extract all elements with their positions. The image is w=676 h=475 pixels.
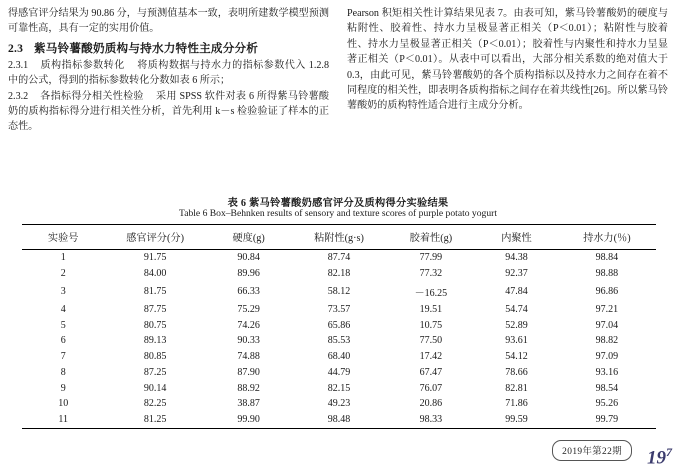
cell-r1c1: 84.00 <box>143 268 167 280</box>
cell-r10c2: 99.90 <box>237 414 260 426</box>
text-columns <box>8 6 668 135</box>
cell-r2c4: －16.25 <box>414 287 448 299</box>
left-column <box>8 6 329 135</box>
table-row <box>22 250 656 266</box>
table-6 <box>22 224 656 429</box>
col-header-0: 实验号 <box>47 233 79 244</box>
section-title: 紫马铃薯酸奶质构与持水力特性主成分分析 <box>34 41 259 55</box>
cell-r3c3: 73.57 <box>327 303 351 315</box>
cell-r0c2: 90.84 <box>237 252 260 264</box>
table-row <box>22 396 656 412</box>
cell-r7c4: 67.47 <box>419 366 443 378</box>
col-header-1: 感官评分(分) <box>126 233 184 244</box>
cell-r2c6: 96.86 <box>595 285 619 297</box>
cell-r8c1: 90.14 <box>143 382 167 394</box>
cell-r10c5: 99.59 <box>505 414 528 426</box>
cell-r3c1: 87.75 <box>143 303 167 315</box>
cell-r5c3: 85.53 <box>327 335 351 347</box>
cell-r4c5: 52.89 <box>505 319 528 331</box>
cell-r2c0: 3 <box>60 285 66 297</box>
cell-r3c6: 97.21 <box>595 303 619 315</box>
cell-r2c2: 66.33 <box>237 285 260 297</box>
cell-r5c6: 98.82 <box>595 335 619 347</box>
col-header-2: 硬度(g) <box>232 233 265 244</box>
right-paragraph: Pearson 积矩相关性计算结果见表 7。由表可知，紫马铃薯酸奶的硬度与粘附性、胶着性、持水力呈极显著正相关（P＜0.01）；粘附性与胶着性、持水力呈极显著正相关（P＜0.01）；胶着性与内聚性和持水力呈显著正相关（P＜0.01）。从表中可以看出，大部分相关系数的绝对值大于 0.3，由此可见，紫马铃薯酸奶的各个质构指标以及持水力之间存在着不同程度的相关性，即表明各质构指标之间存在着共线性[26]。所以紫马铃薯酸奶的质构特性适合进行主成分分析。 <box>347 8 668 112</box>
table-body <box>22 250 656 429</box>
cell-r7c6: 93.16 <box>595 366 619 378</box>
table-row <box>22 333 656 349</box>
cell-r5c2: 90.33 <box>237 335 260 347</box>
table-caption-chinese: 表 6 紫马铃薯酸奶感官评分及质构得分实验结果 <box>227 198 449 209</box>
cell-r5c1: 89.13 <box>143 335 167 347</box>
cell-r10c4: 98.33 <box>419 414 443 426</box>
cell-r4c6: 97.04 <box>595 319 619 331</box>
cell-r4c0: 5 <box>60 319 66 331</box>
table-6-container <box>22 224 656 429</box>
cell-r8c6: 98.54 <box>595 382 619 394</box>
cell-r9c6: 95.26 <box>595 398 619 410</box>
subsection-2-3-1-text: 将质构数据与持水力的指标参数代入 1.2.8 中的公式，得到的指标参数转化分数如表 6 所示； <box>8 59 329 87</box>
subsection-2-3-1-number: 2.3.1 <box>8 59 29 71</box>
cell-r1c4: 77.32 <box>419 268 443 280</box>
cell-r3c0: 4 <box>60 303 66 315</box>
table-caption-english: Table 6 Box–Behnken results of sensory and texture scores of purple potato yogurt <box>179 208 497 219</box>
cell-r5c0: 6 <box>60 335 66 347</box>
cell-r0c4: 77.99 <box>419 252 443 264</box>
cell-r9c3: 49.23 <box>327 398 351 410</box>
col-header-5: 内聚性 <box>501 233 532 244</box>
cell-r1c0: 2 <box>60 268 66 280</box>
col-header-6: 持水力(％) <box>583 233 631 244</box>
cell-r8c0: 9 <box>60 382 66 394</box>
cell-r0c1: 91.75 <box>143 252 167 264</box>
section-heading <box>8 40 329 57</box>
issue-label: 2019年第22期 <box>552 440 632 461</box>
subsection-2-3-2 <box>8 89 329 135</box>
cell-r4c1: 80.75 <box>143 319 167 331</box>
cell-r7c0: 8 <box>60 366 66 378</box>
cell-r5c4: 77.50 <box>419 335 443 347</box>
cell-r8c3: 82.15 <box>327 382 351 394</box>
subsection-2-3-2-text: 采用 SPSS 软件对表 6 所得紫马铃薯酸奶的质构指标得分进行相关性分析，首先利用 k－s 检验验证了样本的正态性。 <box>8 90 329 133</box>
table-header-row <box>22 225 656 250</box>
cell-r7c2: 87.90 <box>237 366 260 378</box>
cell-r9c2: 38.87 <box>237 398 260 410</box>
col-header-4: 胶着性(g) <box>409 233 453 244</box>
cell-r2c5: 47.84 <box>505 285 528 297</box>
subsection-2-3-2-title: 各指标得分相关性检验 <box>40 90 144 102</box>
cell-r4c2: 74.26 <box>237 319 260 331</box>
page-number-sup: 7 <box>666 444 672 459</box>
table-row <box>22 282 656 302</box>
cell-r5c5: 93.61 <box>505 335 528 347</box>
cell-r6c0: 7 <box>60 351 66 363</box>
cell-r1c2: 89.96 <box>237 268 260 280</box>
cell-r4c3: 65.86 <box>327 319 351 331</box>
cell-r6c6: 97.09 <box>595 351 619 363</box>
cell-r1c5: 92.37 <box>505 268 528 280</box>
cell-r8c4: 76.07 <box>419 382 443 394</box>
cell-r2c3: 58.12 <box>327 285 351 297</box>
table-row <box>22 412 656 428</box>
cell-r3c4: 19.51 <box>419 303 443 315</box>
cell-r0c3: 87.74 <box>327 252 351 264</box>
cell-r10c3: 98.48 <box>327 414 351 426</box>
cell-r6c5: 54.12 <box>505 351 528 363</box>
cell-r1c6: 98.88 <box>595 268 619 280</box>
table-row <box>22 301 656 317</box>
subsection-2-3-1 <box>8 58 329 89</box>
cell-r0c5: 94.38 <box>505 252 528 264</box>
cell-r3c2: 75.29 <box>237 303 260 315</box>
cell-r7c3: 44.79 <box>327 366 351 378</box>
cell-r8c5: 82.81 <box>505 382 528 394</box>
cell-r7c5: 78.66 <box>505 366 528 378</box>
cell-r10c6: 99.79 <box>595 414 619 426</box>
table-row <box>22 317 656 333</box>
table-row <box>22 349 656 365</box>
page-number <box>647 445 672 469</box>
col-header-3: 粘附性(g·s) <box>314 233 364 244</box>
cell-r7c1: 87.25 <box>143 366 167 378</box>
page-number-value: 19 <box>647 447 666 468</box>
table-row <box>22 364 656 380</box>
section-number: 2.3 <box>8 41 24 55</box>
cell-r10c0: 11 <box>58 414 69 426</box>
cell-r9c4: 20.86 <box>419 398 443 410</box>
right-column <box>347 6 668 135</box>
cell-r9c1: 82.25 <box>143 398 167 410</box>
cell-r3c5: 54.74 <box>505 303 528 315</box>
cell-r9c5: 71.86 <box>505 398 528 410</box>
cell-r6c2: 74.88 <box>237 351 260 363</box>
left-top-paragraph: 得感官评分结果为 90.86 分，与预测值基本一致，表明所建数学模型预测可靠性高，具有一定的实用价值。 <box>8 8 329 35</box>
cell-r8c2: 88.92 <box>237 382 260 394</box>
cell-r2c1: 81.75 <box>143 285 167 297</box>
cell-r6c4: 17.42 <box>419 351 443 363</box>
subsection-2-3-2-number: 2.3.2 <box>8 90 29 102</box>
cell-r9c0: 10 <box>58 398 69 410</box>
cell-r0c0: 1 <box>60 252 66 264</box>
subsection-2-3-1-title: 质构指标参数转化 <box>40 59 125 71</box>
cell-r1c3: 82.18 <box>327 268 351 280</box>
cell-r4c4: 10.75 <box>419 319 443 331</box>
cell-r6c3: 68.40 <box>327 351 351 363</box>
table-row <box>22 380 656 396</box>
table-row <box>22 266 656 282</box>
cell-r10c1: 81.25 <box>143 414 167 426</box>
cell-r0c6: 98.84 <box>595 252 619 264</box>
cell-r6c1: 80.85 <box>143 351 167 363</box>
table-head <box>22 225 656 250</box>
